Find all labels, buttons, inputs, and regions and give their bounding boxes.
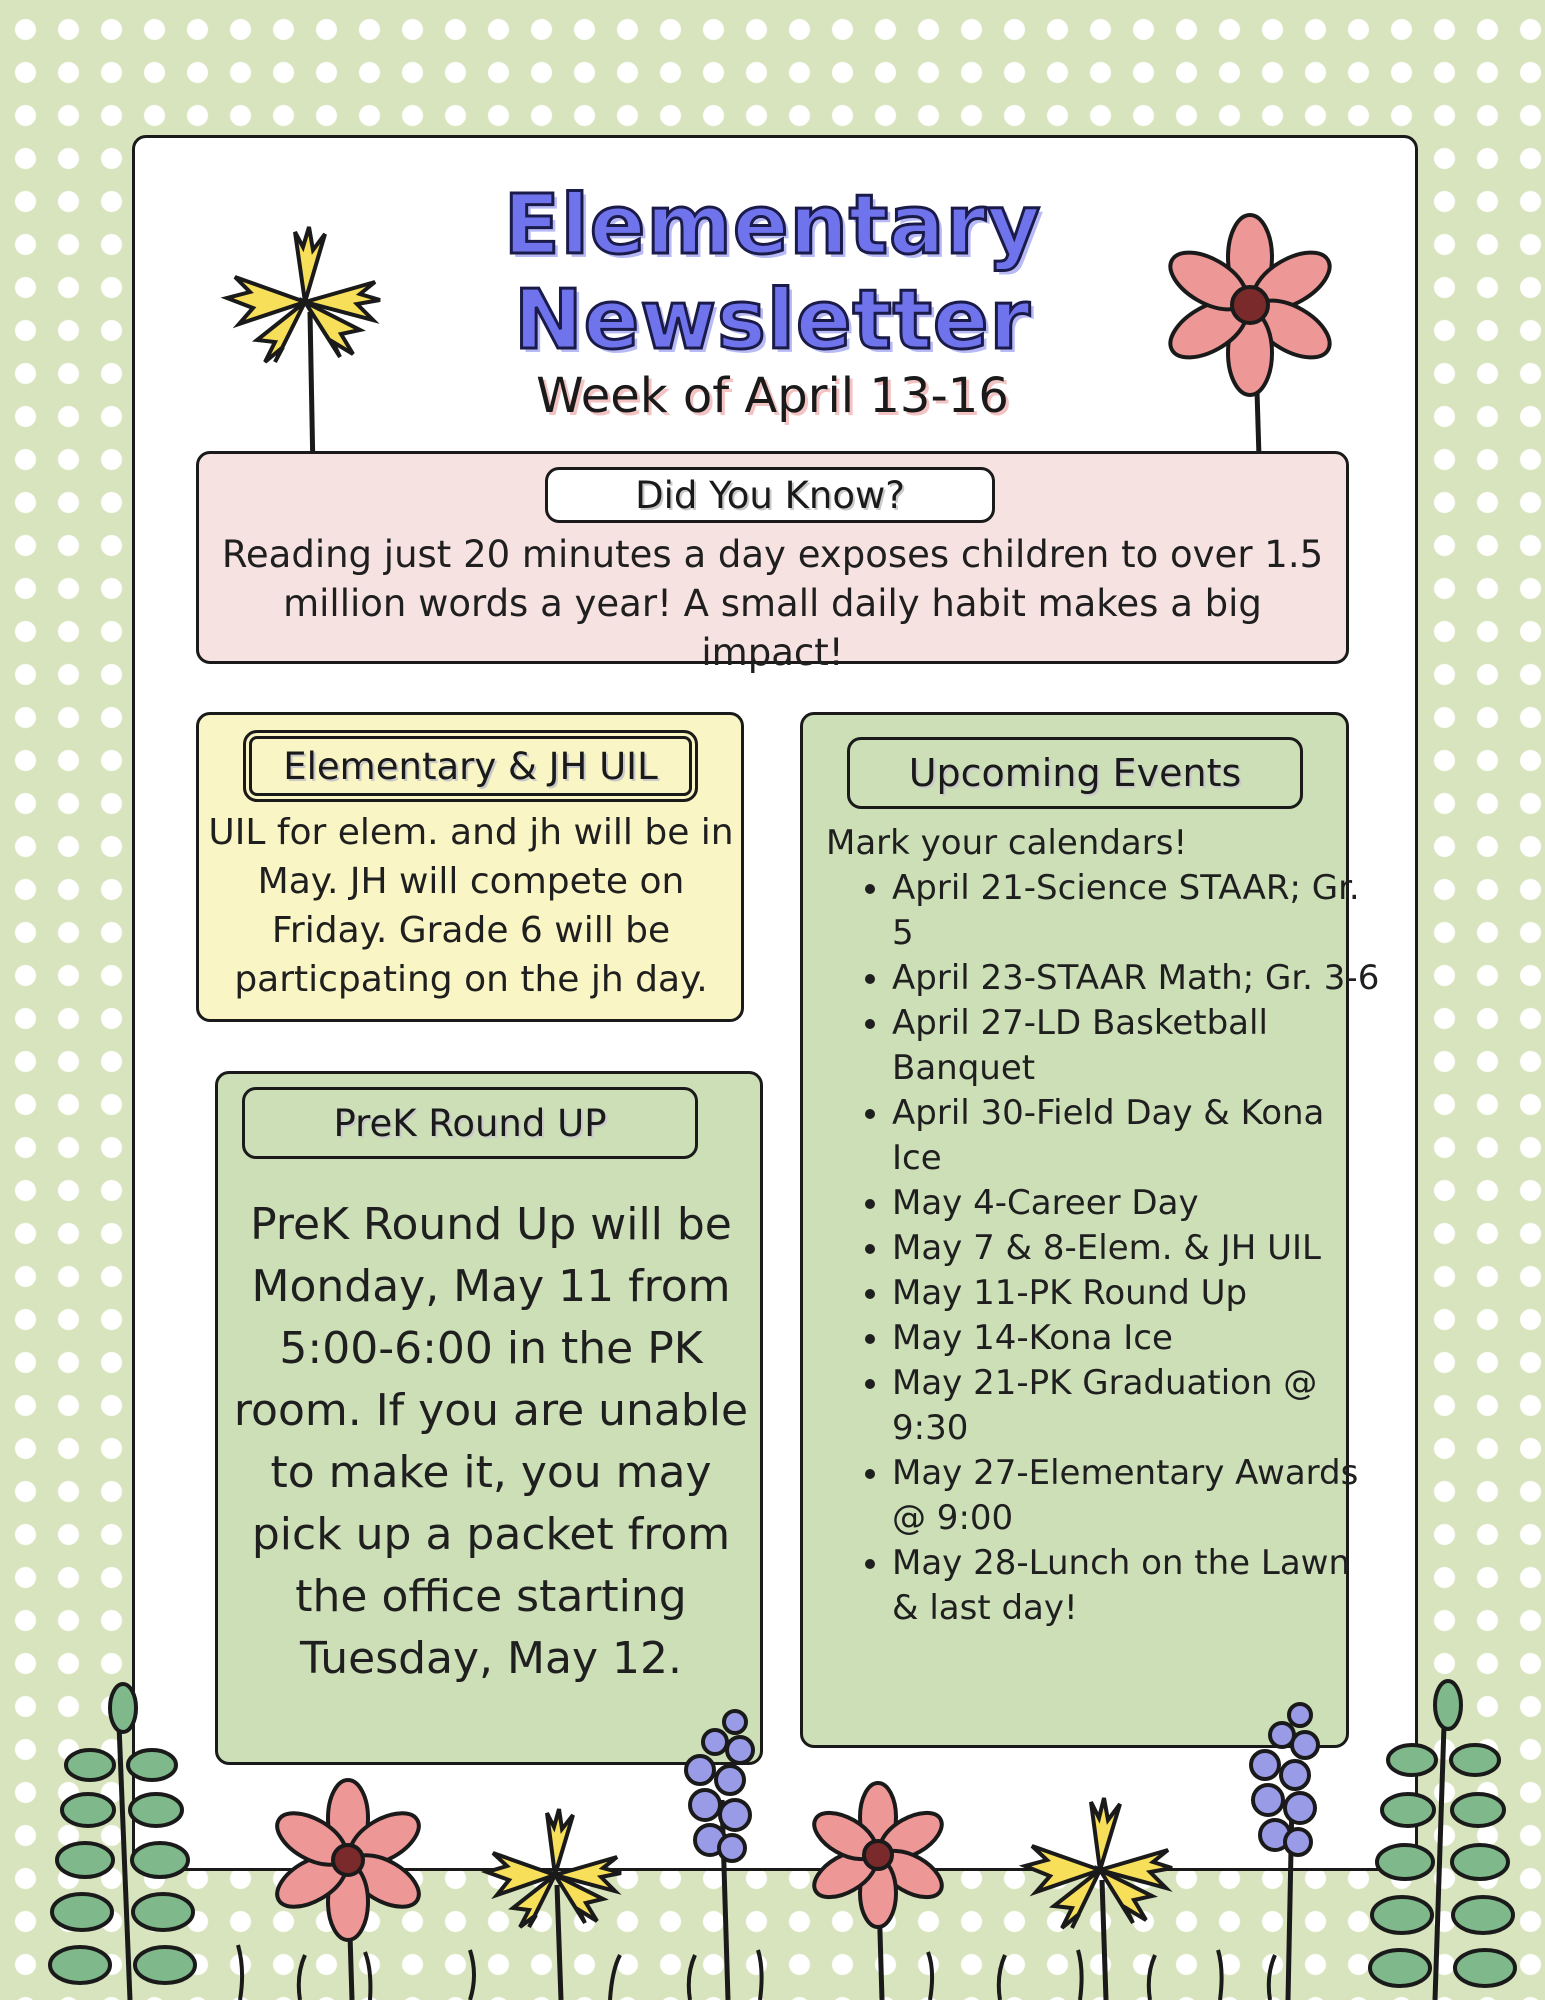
event-item: • April 21-Science STAAR; Gr. 5 (892, 866, 1382, 956)
event-item: • May 4-Career Day (892, 1181, 1382, 1226)
did-you-know-text: Reading just 20 minutes a day exposes children to over 1.5 million words a year! A small daily habit makes a big impact! (221, 533, 1324, 674)
event-item: • April 23-STAAR Math; Gr. 3-6 (892, 956, 1382, 1001)
event-item: • May 27-Elementary Awards @ 9:00 (892, 1451, 1382, 1541)
prek-heading: PreK Round UP (242, 1087, 698, 1159)
week-subtitle: Week of April 13-16 (536, 368, 1009, 424)
events-heading: Upcoming Events (847, 737, 1303, 809)
event-item: • May 11-PK Round Up (892, 1271, 1382, 1316)
events-intro: Mark your calendars! (826, 823, 1188, 863)
events-list (830, 866, 1382, 1631)
event-item: • May 7 & 8-Elem. & JH UIL (892, 1226, 1382, 1271)
event-item: • May 21-PK Graduation @ 9:30 (892, 1361, 1382, 1451)
newsletter-title-line1: Elementary (503, 178, 1042, 273)
uil-text: UIL for elem. and jh will be in May. JH will compete on Friday. Grade 6 will be particpating on the jh day. (208, 812, 734, 1000)
uil-heading: Elementary & JH UIL (243, 730, 698, 802)
event-item: • April 30-Field Day & Kona Ice (892, 1091, 1382, 1181)
newsletter-title-line2: Newsletter (514, 273, 1031, 368)
event-item: • April 27-LD Basketball Banquet (892, 1001, 1382, 1091)
did-you-know-heading: Did You Know? (545, 467, 995, 523)
prek-text: PreK Round Up will be Monday, May 11 from 5:00-6:00 in the PK room. If you are unable to make it, you may pick up a packet from the office starting Tuesday, May 12. (233, 1199, 749, 1684)
event-item: • May 28-Lunch on the Lawn & last day! (892, 1541, 1382, 1631)
event-item: • May 14-Kona Ice (892, 1316, 1382, 1361)
garden-border-decoration (0, 1670, 1545, 2000)
